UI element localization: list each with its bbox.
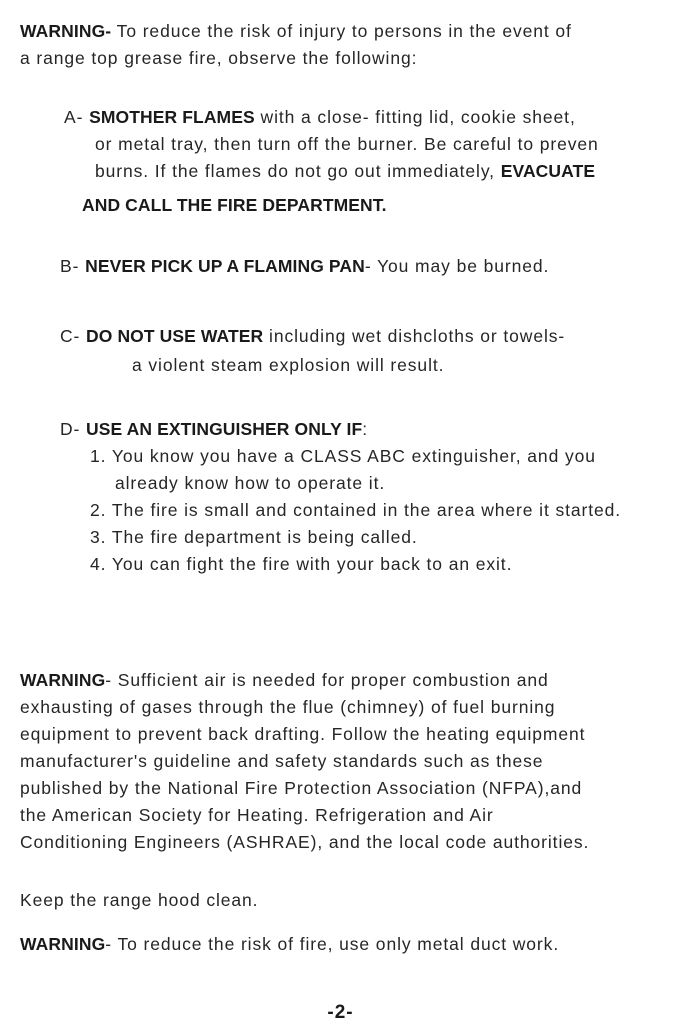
extinguisher-conditions-list [90,443,621,578]
page-number: -2- [327,1002,354,1023]
item-d-extinguisher: D- USE AN EXTINGUISHER ONLY IF: [60,419,369,439]
warning-grease-fire: WARNING- To reduce the risk of injury to persons in the event of a range top grease fire, observe the following: [20,21,572,68]
warning-label: WARNING [20,670,106,690]
warning-combustion-air: WARNING- Sufficient air is needed for proper combustion and exhausting of gases through the flue (chimney) of fuel burning equipment to prevent back drafting. Follow the heating equipment manufacturer's guideline and safety standards such as these published by the National Fire Protection Association (NFPA),and the American Society for Heating. Refrigeration and Air Conditioning Engineers (ASHRAE), and the local code authorities. [20,670,590,852]
list-item: 4. You can fight the fire with your back to an exit. [90,554,513,574]
list-item: 3. The fire department is being called. [90,527,418,547]
list-item: 2. The fire is small and contained in the area where it started. [90,500,622,520]
warning-label: WARNING [20,934,106,954]
warning-label: WARNING- [20,21,112,41]
item-a-evacuate: AND CALL THE FIRE DEPARTMENT. [82,195,387,215]
warning-metal-duct: WARNING- To reduce the risk of fire, use only metal duct work. [20,934,560,954]
item-b-flaming-pan: B- NEVER PICK UP A FLAMING PAN- You may be burned. [60,256,550,276]
list-item: 1. You know you have a CLASS ABC extinguisher, and you [90,446,596,466]
item-c-continued: a violent steam explosion will result. [132,355,445,375]
item-a-continued: or metal tray, then turn off the burner. Be careful to preven burns. If the flames do not go out immediately, EVACUATE [95,134,599,181]
list-item: already know how to operate it. [115,473,386,493]
item-c-no-water: C- DO NOT USE WATER including wet dishcloths or towels- [60,326,566,346]
keep-hood-clean: Keep the range hood clean. [20,890,259,910]
item-a-smother-flames: A- SMOTHER FLAMES with a close- fitting lid, cookie sheet, [64,107,576,127]
